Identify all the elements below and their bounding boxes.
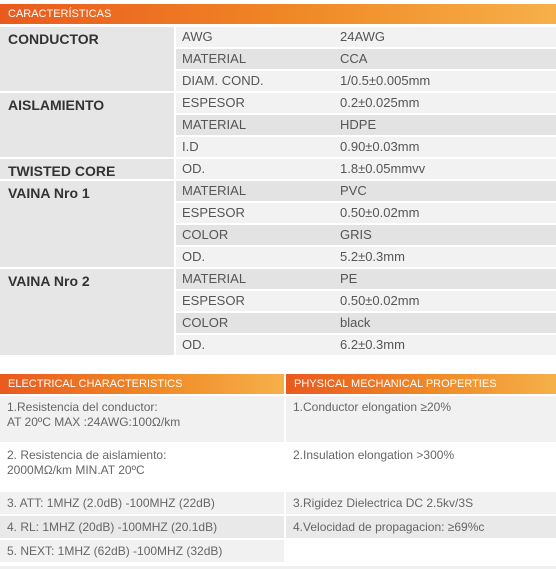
spec-key: AWG (182, 29, 213, 44)
spec-value: 0.90±0.03mm (340, 139, 420, 154)
spec-value: PVC (340, 183, 367, 198)
spec-key: MATERIAL (182, 271, 247, 286)
physical-item: 4.Velocidad de propagacion: ≥69%c (286, 516, 556, 538)
spec-key: ESPESOR (182, 293, 245, 308)
spec-row (176, 313, 556, 335)
spec-row (176, 225, 556, 247)
spec-row (176, 71, 556, 91)
group-name: VAINA Nro 1 (0, 181, 174, 267)
spec-row (176, 203, 556, 225)
spec-key: ESPESOR (182, 205, 245, 220)
spec-value: 6.2±0.3mm (340, 337, 405, 352)
spec-row (176, 291, 556, 313)
electrical-header: ELECTRICAL CHARACTERISTICS (0, 374, 284, 394)
spec-key: OD. (182, 161, 206, 176)
spec-value: 0.2±0.025mm (340, 95, 420, 110)
group-vaina-1 (0, 181, 556, 269)
spec-row (176, 159, 556, 179)
spec-row (176, 335, 556, 355)
spec-row (176, 247, 556, 267)
electrical-item: 3. ATT: 1MHZ (2.0dB) -100MHZ (22dB) (0, 492, 284, 514)
spec-value: 1.8±0.05mmvv (340, 161, 426, 176)
spec-value: 0.50±0.02mm (340, 205, 420, 220)
spec-row (176, 115, 556, 137)
spec-key: DIAM. COND. (182, 73, 264, 88)
spec-value: 1/0.5±0.005mm (340, 73, 431, 88)
group-vaina-2 (0, 269, 556, 357)
spec-key: MATERIAL (182, 51, 247, 66)
group-name: VAINA Nro 2 (0, 269, 174, 355)
spec-value: 24AWG (340, 29, 386, 44)
electrical-item: 5. NEXT: 1MHZ (62dB) -100MHZ (32dB) (0, 540, 284, 562)
physical-item: 1.Conductor elongation ≥20% (286, 396, 556, 442)
spec-value: CCA (340, 51, 368, 66)
spec-value: HDPE (340, 117, 377, 132)
characteristics-table (0, 27, 556, 357)
group-conductor (0, 27, 556, 93)
spec-value: PE (340, 271, 358, 286)
group-twisted-core (0, 159, 556, 181)
spec-row (176, 137, 556, 157)
spec-value: GRIS (340, 227, 372, 242)
spec-value: 0.50±0.02mm (340, 293, 420, 308)
physical-item: 3.Rigidez Dielectrica DC 2.5kv/3S (286, 492, 556, 514)
spec-row (176, 49, 556, 71)
group-name: TWISTED CORE (0, 159, 174, 179)
physical-header: PHYSICAL MECHANICAL PROPERTIES (286, 374, 556, 394)
spec-key: OD. (182, 337, 206, 352)
spec-row (176, 269, 556, 291)
group-name: AISLAMIENTO (0, 93, 174, 157)
spec-key: MATERIAL (182, 183, 247, 198)
electrical-item: 4. RL: 1MHZ (20dB) -100MHZ (20.1dB) (0, 516, 284, 538)
electrical-item: 1.Resistencia del conductor: AT 20ºC MAX :24AWG:100Ω/km (0, 396, 284, 442)
physical-item: 2.Insulation elongation >300% (293, 448, 455, 462)
spec-key: OD. (182, 249, 206, 264)
spec-key: COLOR (182, 227, 229, 242)
spec-key: I.D (182, 139, 199, 154)
spec-key: COLOR (182, 315, 229, 330)
spec-row (176, 181, 556, 203)
electrical-item: 2. Resistencia de aislamiento: 2000MΩ/km MIN.AT 20ºC (7, 448, 167, 477)
spec-value: 5.2±0.3mm (340, 249, 405, 264)
spec-key: MATERIAL (182, 117, 247, 132)
characteristics-header: CARACTERÍSTICAS (0, 4, 556, 24)
spec-key: ESPESOR (182, 95, 245, 110)
group-name: CONDUCTOR (0, 27, 174, 91)
spec-row (176, 93, 556, 115)
group-aislamiento (0, 93, 556, 159)
spec-value: black (340, 315, 371, 330)
spec-row (176, 27, 556, 49)
